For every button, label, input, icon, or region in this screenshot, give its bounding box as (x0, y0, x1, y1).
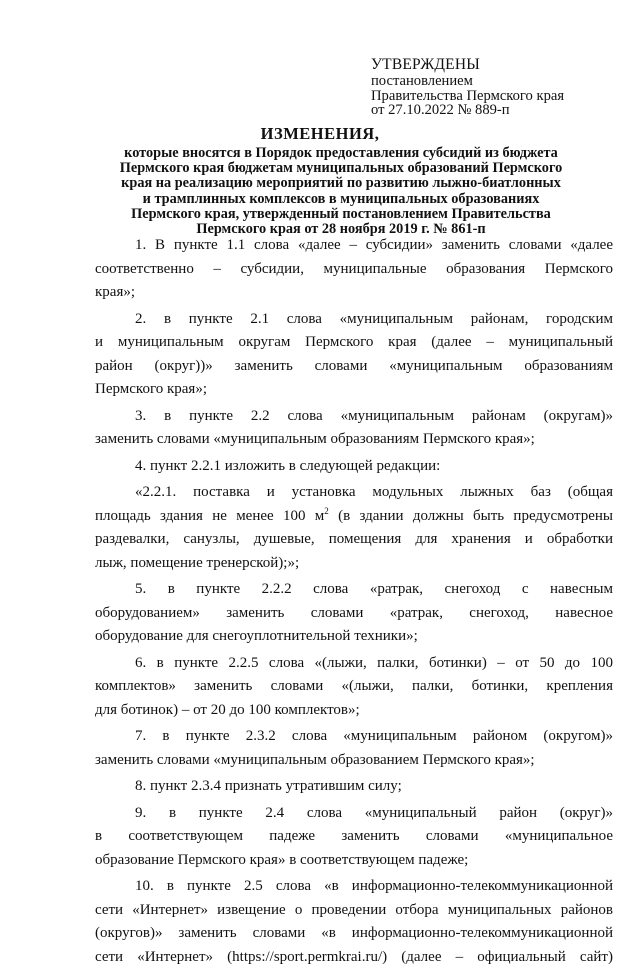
text-line: 7. в пункте 2.3.2 слова «муниципальным районом (округом)» (135, 728, 613, 744)
document-body (95, 234, 613, 972)
paragraph-1 (95, 234, 613, 305)
text-line: район (округ))» заменить словами «муниципальным образованиям (95, 357, 613, 374)
text-line: сети «Интернет» извещение о проведении отбора муниципальных районов (95, 901, 613, 918)
paragraph-2 (95, 308, 613, 402)
text-line: «2.2.1. поставка и установка модульных лыжных баз (общая (135, 484, 613, 500)
text-line: и муниципальным округам Пермского края (далее – муниципальный (95, 334, 613, 350)
text-line: 8. пункт 2.3.4 признать утратившим силу; (135, 778, 402, 794)
paragraph-10 (95, 875, 613, 969)
text-line: лыж, помещение тренерской);»; (95, 554, 300, 571)
paragraph-4 (95, 455, 613, 479)
text-line: (округов)» заменить словами «в информационно-телекоммуникационной (95, 925, 613, 941)
text-line: комплектов» заменить словами «(лыжи, палки, ботинки, крепления (95, 678, 613, 694)
text-line: заменить словами «муниципальным образованием Пермского края»; (95, 751, 535, 768)
text-line: в соответствующем падеже заменить словами «муниципальное (95, 828, 613, 844)
subtitle-line: Пермского края от 28 ноября 2019 г. № 861-п (196, 221, 486, 238)
text-line: 1. В пункте 1.1 слова «далее – субсидии» заменить словами «далее (135, 237, 613, 253)
text-line: раздевалки, санузлы, душевые, помещения для хранения и обработки (95, 531, 613, 547)
text-line: края»; (95, 284, 136, 300)
paragraph-5 (95, 578, 613, 649)
paragraph-7 (95, 725, 613, 772)
paragraph-8 (95, 775, 613, 799)
text-line: соответственно – субсидии, муниципальные образования Пермского (95, 260, 613, 277)
text-line: оборудованием» заменить словами «ратрак, снегоход, навесное (95, 604, 613, 621)
paragraph-6 (95, 652, 613, 723)
text-line: Пермского края»; (95, 381, 207, 397)
approval-line: от 27.10.2022 № 889-п (371, 102, 510, 119)
text-line: сети «Интернет» (https://sport.permkrai.ru/) (далее – официальный сайт) (95, 948, 613, 965)
text-line: заменить словами «муниципальным образованиям Пермского края»; (95, 431, 535, 447)
text-line: оборудование для снегоуплотнительной техники»; (95, 628, 418, 644)
text-line-with-superscript (95, 505, 613, 529)
text-line: 9. в пункте 2.4 слова «муниципальный район (округ)» (135, 804, 613, 821)
approval-stamp (371, 56, 621, 118)
subtitle-line: и трамплинных комплексов в муниципальных образованиях (142, 190, 540, 207)
text-line: 3. в пункте 2.2 слова «муниципальным районам (округам)» (135, 407, 613, 424)
text-fragment: (в здании должны быть предусмотрены (338, 507, 614, 524)
superscript: 2 (324, 505, 329, 516)
paragraph-3 (95, 405, 613, 452)
approval-title: УТВЕРЖДЕНЫ (371, 56, 480, 73)
document-title: ИЗМЕНЕНИЯ, (260, 124, 380, 143)
text-fragment: площадь здания не менее 100 м (95, 507, 325, 524)
text-line: 10. в пункте 2.5 слова «в информационно-телекоммуникационной (135, 878, 613, 894)
text-line: 5. в пункте 2.2.2 слова «ратрак, снегоход с навесным (135, 581, 613, 597)
paragraph-9 (95, 802, 613, 873)
document-subtitle (98, 146, 584, 237)
subtitle-line: которые вносятся в Порядок предоставления субсидий из бюджета (124, 145, 558, 161)
subtitle-line: Пермского края бюджетам муниципальных образований Пермского (119, 160, 563, 177)
subtitle-line: Пермского края, утвержденный постановлением Правительства (131, 205, 551, 222)
approval-line: Правительства Пермского края (371, 87, 565, 104)
text-line: образование Пермского края» в соответствующем падеже; (95, 851, 469, 868)
text-line: для ботинок) – от 20 до 100 комплектов»; (95, 701, 360, 718)
paragraph-quote (95, 481, 613, 575)
subtitle-line: края на реализацию мероприятий по развитию лыжно-биатлонных (121, 175, 561, 192)
text-line: 6. в пункте 2.2.5 слова «(лыжи, палки, ботинки) – от 50 до 100 (135, 654, 613, 671)
text-line: 2. в пункте 2.1 слова «муниципальным районам, городским (135, 310, 613, 327)
text-line: 4. пункт 2.2.1 изложить в следующей редакции: (135, 457, 441, 474)
approval-line: постановлением (371, 73, 473, 89)
